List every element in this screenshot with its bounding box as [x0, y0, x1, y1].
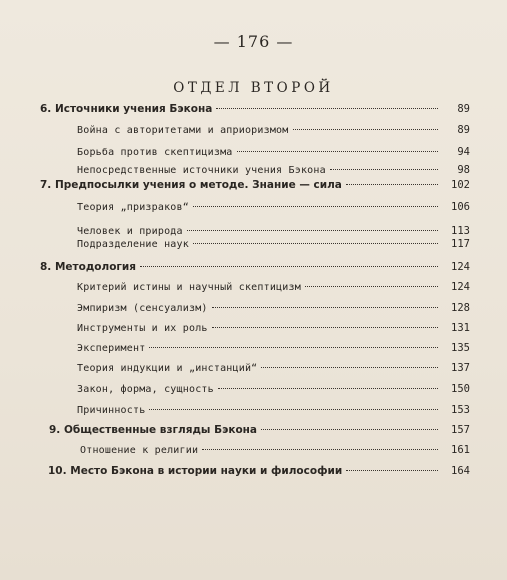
- dot-leader: [140, 266, 438, 267]
- toc-page-number: 131: [451, 322, 470, 334]
- toc-page-number: 98: [457, 164, 470, 176]
- toc-entry-title: Подразделение наук: [77, 239, 189, 250]
- toc-page-number: 157: [451, 424, 470, 436]
- dot-leader: [193, 206, 438, 207]
- toc-chapter-8: [40, 261, 470, 281]
- toc-subentry: [77, 238, 470, 258]
- toc-subentry: [77, 342, 470, 362]
- dot-leader: [330, 169, 438, 170]
- dot-leader: [261, 367, 438, 368]
- toc-page-number: 135: [451, 342, 470, 354]
- dot-leader: [261, 429, 438, 430]
- toc-subentry: [77, 383, 470, 403]
- toc-entry-title: Инструменты и их роль: [77, 323, 208, 334]
- dot-leader: [216, 108, 438, 109]
- dot-leader: [212, 307, 438, 308]
- toc-page-number: 94: [457, 146, 470, 158]
- toc-subentry: [77, 146, 470, 166]
- dot-leader: [237, 151, 438, 152]
- toc-page-number: 117: [451, 238, 470, 250]
- toc-page-number: 161: [451, 444, 470, 456]
- toc-page-number: 102: [451, 179, 470, 191]
- toc-entry-title: Отношение к религии: [80, 445, 199, 456]
- toc-entry-title: Причинность: [77, 405, 146, 416]
- dot-leader: [212, 327, 438, 328]
- toc-subentry: [77, 362, 470, 382]
- section-title: ОТДЕЛ ВТОРОЙ: [173, 80, 334, 96]
- toc-entry-title: 8. Методология: [40, 261, 137, 273]
- toc-page-number: 128: [451, 302, 470, 314]
- toc-chapter-7: [40, 179, 470, 199]
- toc-entry-title: Борьба против скептицизма: [77, 147, 233, 158]
- toc-entry-title: Человек и природа: [77, 226, 183, 237]
- toc-entry-title: 9. Общественные взгляды Бэкона: [49, 424, 257, 436]
- dot-leader: [187, 230, 438, 231]
- toc-chapter-10: [48, 465, 470, 485]
- toc-entry-title: Теория „призраков“: [77, 202, 189, 213]
- toc-page-number: 113: [451, 225, 470, 237]
- dot-leader: [202, 449, 438, 450]
- dot-leader: [149, 409, 438, 410]
- toc-entry-title: Эксперимент: [77, 343, 146, 354]
- toc-subentry: [77, 302, 470, 322]
- toc-entry-title: 10. Место Бэкона в истории науки и философии: [48, 465, 343, 477]
- dot-leader: [293, 129, 439, 130]
- toc-subentry: [77, 281, 470, 301]
- toc-entry-title: Критерий истины и научный скептицизм: [77, 282, 301, 293]
- toc-page-number: 124: [451, 261, 470, 273]
- toc-page-number: 137: [451, 362, 470, 374]
- dot-leader: [346, 184, 438, 185]
- dot-leader: [346, 470, 438, 471]
- toc-entry-title: Война с авторитетами и априоризмом: [77, 125, 289, 136]
- toc-subentry: [80, 444, 470, 464]
- toc-subentry: [77, 322, 470, 342]
- toc-page-number: 150: [451, 383, 470, 395]
- toc-page-number: 124: [451, 281, 470, 293]
- toc-entry-title: 6. Источники учения Бэкона: [40, 103, 213, 115]
- toc-page-number: 153: [451, 404, 470, 416]
- toc-chapter-6: [40, 103, 470, 123]
- toc-page-number: 164: [451, 465, 470, 477]
- toc-page-number: 106: [451, 201, 470, 213]
- dot-leader: [193, 243, 438, 244]
- toc-entry-title: Закон, форма, сущность: [77, 384, 214, 395]
- toc-subentry: [77, 124, 470, 144]
- toc-page-number: 89: [457, 124, 470, 136]
- toc-entry-title: Теория индукции и „инстанций“: [77, 363, 258, 374]
- toc-subentry: [77, 201, 470, 221]
- page-number: — 176 —: [213, 32, 294, 51]
- dot-leader: [218, 388, 438, 389]
- dot-leader: [149, 347, 438, 348]
- toc-subentry: [77, 404, 470, 424]
- toc-chapter-9: [49, 424, 470, 444]
- toc-entry-title: Эмпиризм (сенсуализм): [77, 303, 208, 314]
- dot-leader: [305, 286, 438, 287]
- toc-entry-title: Непосредственные источники учения Бэкона: [77, 165, 326, 176]
- toc-page-number: 89: [457, 103, 470, 115]
- toc-entry-title: 7. Предпосылки учения о методе. Знание — сила: [40, 179, 342, 191]
